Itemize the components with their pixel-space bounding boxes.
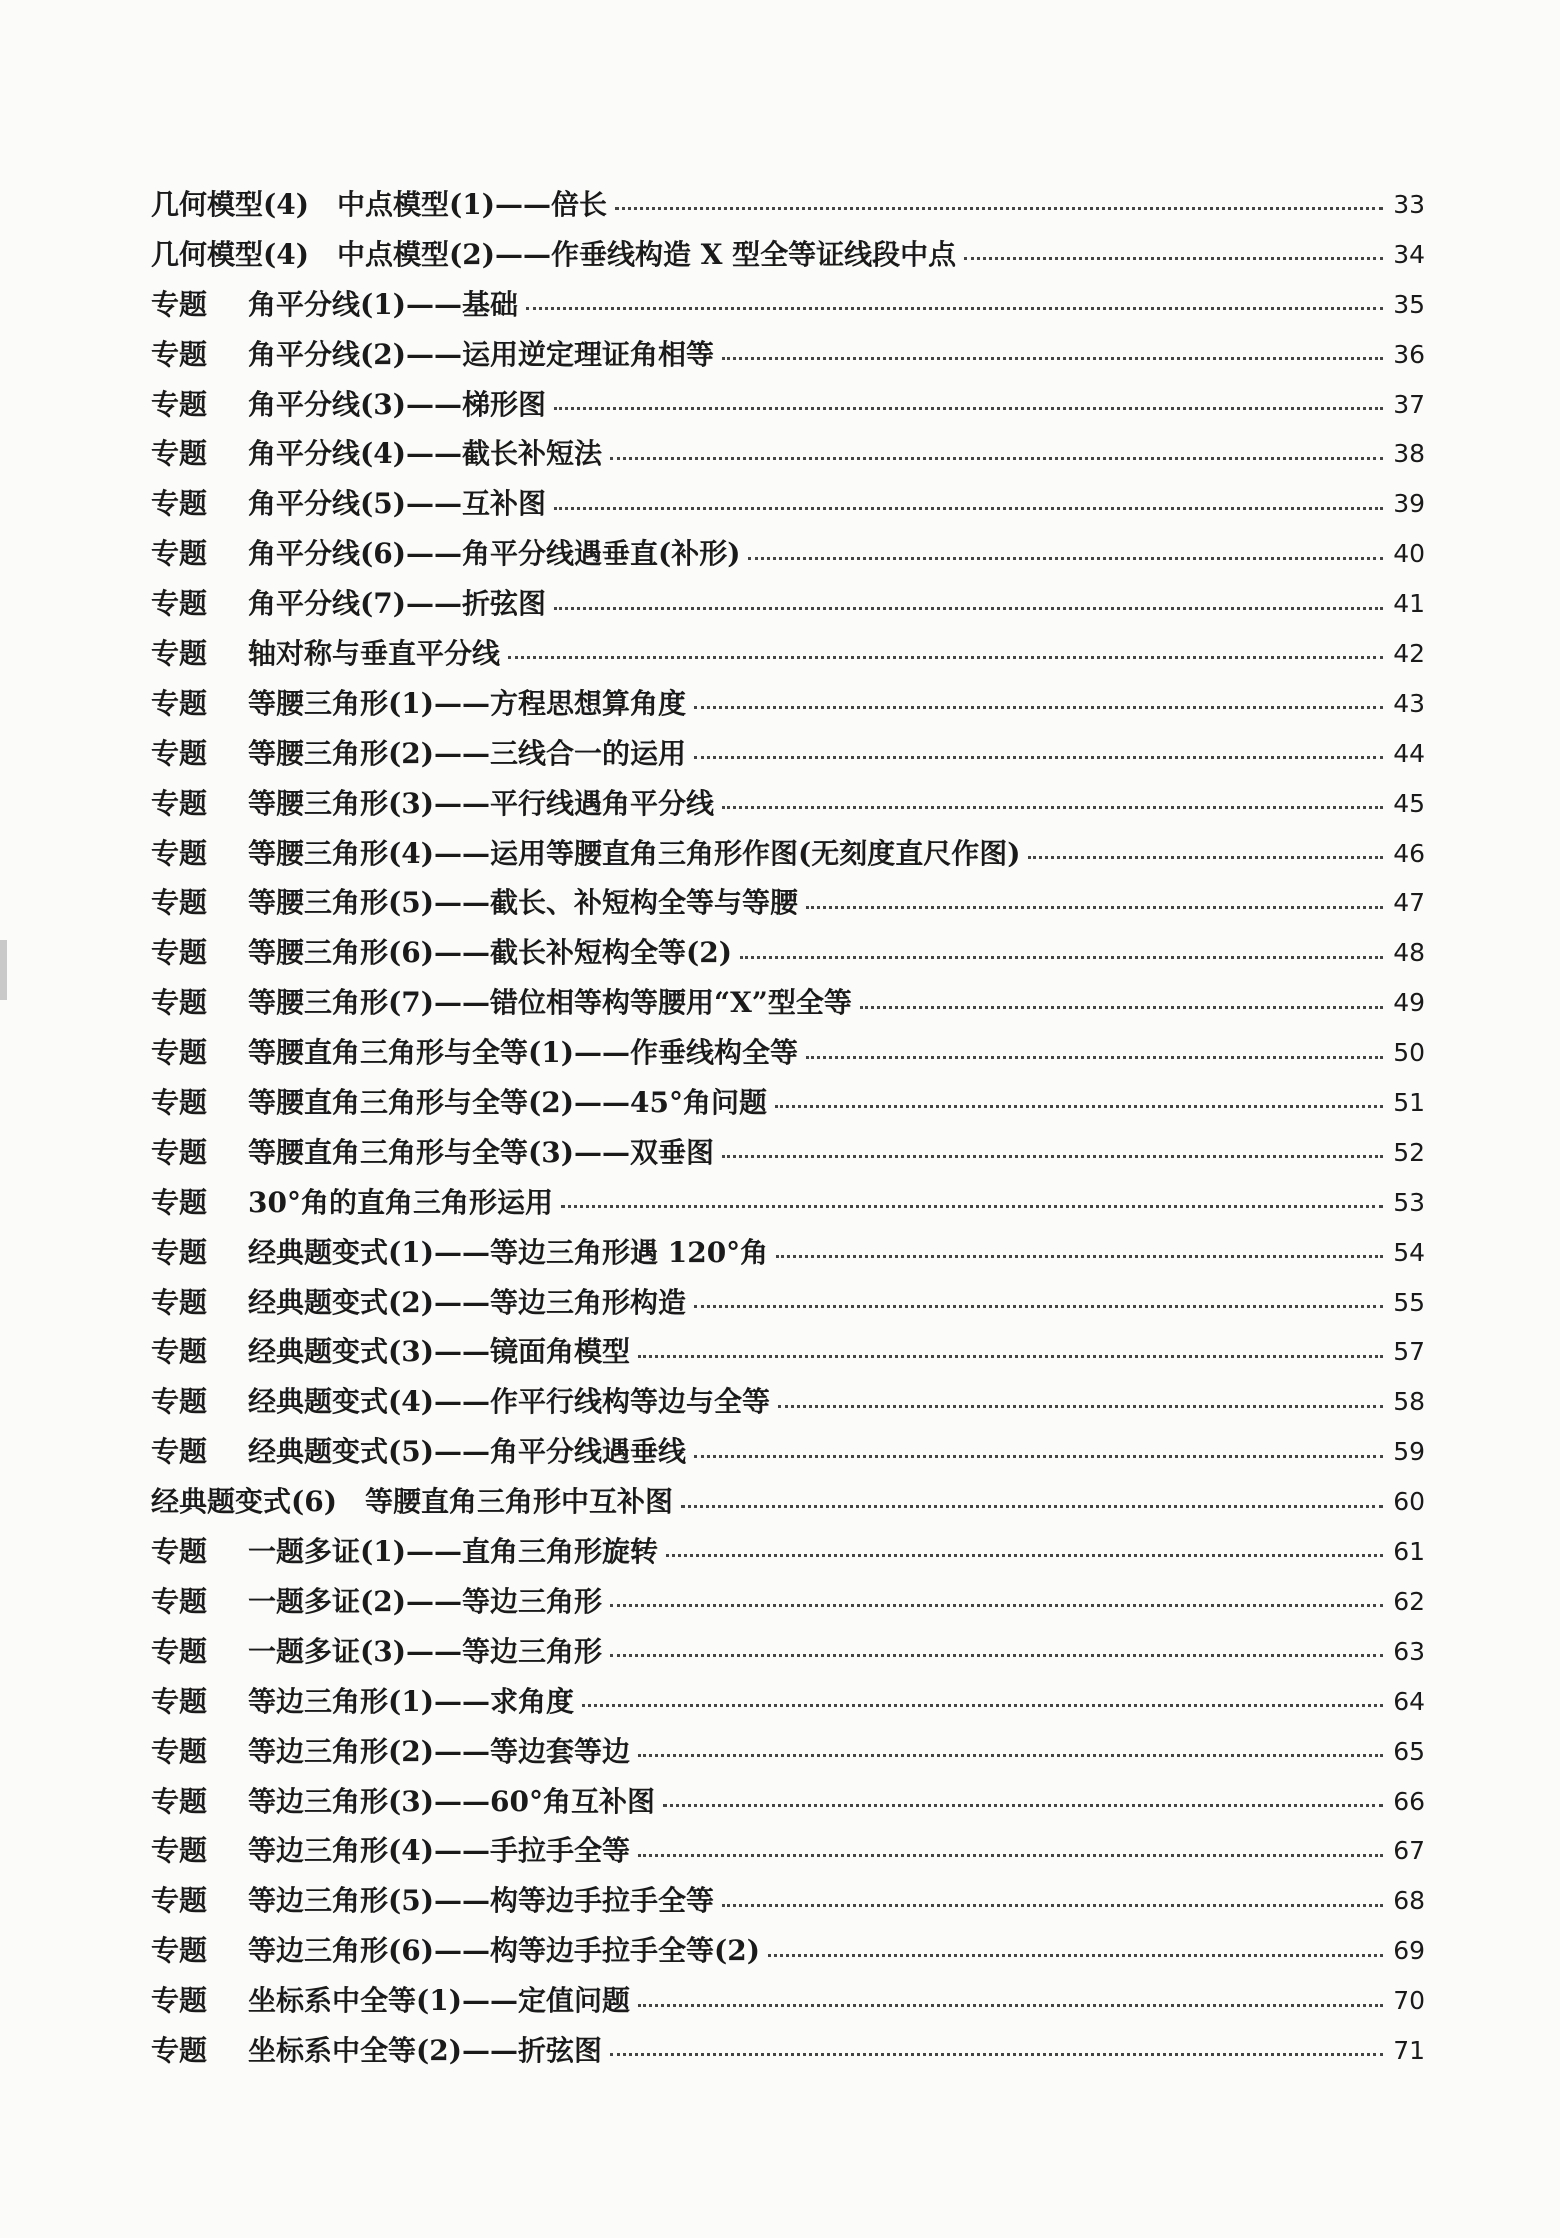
toc-entry-category: 专题 (151, 836, 208, 870)
toc-entry-leader (638, 1826, 1383, 1876)
toc-entry-title: 角平分线(3)——梯形图 (248, 387, 546, 421)
toc-entry (0, 1228, 1560, 1278)
toc-entry-title: 几何模型(4) 中点模型(2)——作垂线构造 X 型全等证线段中点 (151, 237, 957, 271)
toc-entry-page: 48 (1393, 938, 1425, 968)
table-of-contents (0, 180, 1560, 2076)
toc-entry-category: 专题 (151, 1834, 208, 1868)
toc-entry-page: 71 (1393, 2035, 1425, 2065)
toc-entry-category: 专题 (151, 1884, 208, 1918)
toc-entry-category: 专题 (151, 1036, 208, 1070)
toc-entry (0, 180, 1560, 230)
toc-entry-leader (582, 1677, 1383, 1727)
toc-entry-leader (526, 280, 1383, 330)
toc-entry-page: 57 (1393, 1337, 1425, 1367)
toc-entry-title: 轴对称与垂直平分线 (248, 637, 501, 671)
toc-entry-leader (615, 180, 1383, 230)
toc-entry-title: 几何模型(4) 中点模型(1)——倍长 (151, 188, 607, 221)
toc-entry-title: 坐标系中全等(1)——定值问题 (248, 1984, 630, 2018)
toc-entry-category: 专题 (151, 1535, 208, 1569)
toc-entry-leader (722, 330, 1383, 380)
toc-entry-title: 经典题变式(5)——角平分线遇垂线 (248, 1435, 686, 1469)
toc-entry-page: 70 (1393, 1986, 1425, 2016)
toc-entry-title: 等腰三角形(5)——截长、补短构全等与等腰 (248, 886, 798, 920)
toc-entry-leader (748, 529, 1383, 579)
toc-entry-title: 经典题变式(2)——等边三角形构造 (248, 1285, 686, 1319)
toc-entry-category: 专题 (151, 1135, 208, 1169)
toc-entry-category: 专题 (151, 936, 208, 970)
toc-entry-page: 38 (1393, 439, 1425, 469)
toc-entry (0, 1477, 1560, 1527)
toc-entry-page: 45 (1393, 788, 1425, 818)
toc-entry-page: 49 (1393, 988, 1425, 1018)
toc-entry-title: 等边三角形(3)——60°角互补图 (248, 1784, 655, 1818)
toc-entry-leader (778, 1377, 1383, 1427)
toc-entry-page: 41 (1393, 589, 1425, 619)
toc-entry-page: 47 (1393, 888, 1425, 918)
toc-entry-page: 54 (1393, 1237, 1425, 1267)
toc-entry-leader (860, 978, 1383, 1028)
toc-entry-page: 33 (1393, 190, 1425, 219)
toc-entry-title: 等腰直角三角形与全等(1)——作垂线构全等 (248, 1036, 798, 1070)
toc-entry-category: 专题 (151, 1335, 208, 1369)
toc-entry (0, 729, 1560, 779)
toc-entry (0, 479, 1560, 529)
toc-entry-title: 等腰直角三角形与全等(3)——双垂图 (248, 1135, 714, 1169)
toc-entry-category: 专题 (151, 487, 208, 521)
toc-entry-title: 等边三角形(1)——求角度 (248, 1684, 574, 1718)
toc-entry-title: 角平分线(2)——运用逆定理证角相等 (248, 337, 714, 371)
toc-entry-page: 55 (1393, 1287, 1425, 1317)
toc-entry-page: 64 (1393, 1686, 1425, 1716)
toc-entry-leader (681, 1477, 1383, 1527)
toc-entry (0, 1278, 1560, 1328)
toc-entry-page: 52 (1393, 1137, 1425, 1167)
toc-entry-category: 专题 (151, 1285, 208, 1319)
toc-entry-leader (554, 579, 1383, 629)
toc-entry-title: 等腰三角形(3)——平行线遇角平分线 (248, 786, 714, 820)
toc-entry-category: 专题 (151, 1984, 208, 2018)
toc-entry-leader (638, 1727, 1383, 1777)
toc-entry-title: 等边三角形(4)——手拉手全等 (248, 1834, 630, 1868)
toc-entry-page: 69 (1393, 1936, 1425, 1966)
toc-entry-title: 等腰三角形(4)——运用等腰直角三角形作图(无刻度直尺作图) (248, 836, 1021, 870)
toc-entry-page: 50 (1393, 1038, 1425, 1068)
toc-entry-leader (638, 1976, 1383, 2026)
toc-entry (0, 2026, 1560, 2076)
toc-entry-leader (610, 429, 1383, 479)
toc-entry-title: 角平分线(6)——角平分线遇垂直(补形) (248, 537, 741, 571)
toc-entry-category: 专题 (151, 387, 208, 421)
toc-entry-category: 专题 (151, 1185, 208, 1219)
toc-entry-page: 66 (1393, 1786, 1425, 1816)
toc-entry-title: 一题多证(3)——等边三角形 (248, 1634, 602, 1668)
toc-entry-leader (694, 729, 1383, 779)
toc-entry (0, 1826, 1560, 1876)
toc-entry (0, 1527, 1560, 1577)
toc-entry-page: 67 (1393, 1836, 1425, 1866)
toc-entry (0, 429, 1560, 479)
toc-entry-title: 30°角的直角三角形运用 (248, 1185, 553, 1219)
toc-entry (0, 629, 1560, 679)
toc-entry (0, 1677, 1560, 1727)
toc-entry-page: 61 (1393, 1537, 1425, 1567)
toc-entry-title: 等腰三角形(6)——截长补短构全等(2) (248, 936, 732, 970)
toc-entry-category: 专题 (151, 1784, 208, 1818)
toc-entry-leader (740, 928, 1383, 978)
toc-entry-category: 专题 (151, 1734, 208, 1768)
toc-entry-page: 68 (1393, 1886, 1425, 1916)
toc-entry-title: 角平分线(4)——截长补短法 (248, 437, 602, 471)
toc-entry-page: 39 (1393, 489, 1425, 519)
toc-entry-leader (610, 1577, 1383, 1627)
toc-entry (0, 878, 1560, 928)
toc-entry (0, 230, 1560, 280)
toc-entry (0, 1327, 1560, 1377)
toc-entry-leader (561, 1178, 1383, 1228)
toc-entry-page: 53 (1393, 1187, 1425, 1217)
toc-entry-category: 专题 (151, 1634, 208, 1668)
toc-entry-leader (554, 479, 1383, 529)
toc-entry (0, 1727, 1560, 1777)
toc-entry-category: 专题 (151, 437, 208, 471)
toc-entry (0, 1178, 1560, 1228)
toc-entry-title: 等边三角形(5)——构等边手拉手全等 (248, 1884, 714, 1918)
toc-entry (0, 1028, 1560, 1078)
toc-entry-category: 专题 (151, 986, 208, 1020)
toc-entry-page: 58 (1393, 1387, 1425, 1417)
toc-entry-page: 65 (1393, 1736, 1425, 1766)
toc-entry (0, 280, 1560, 330)
toc-entry (0, 330, 1560, 380)
toc-entry-category: 专题 (151, 1584, 208, 1618)
toc-entry-title: 经典题变式(4)——作平行线构等边与全等 (248, 1385, 770, 1419)
toc-entry (0, 1377, 1560, 1427)
toc-entry (0, 779, 1560, 829)
toc-entry-page: 34 (1393, 239, 1425, 269)
toc-entry (0, 829, 1560, 879)
toc-entry (0, 1876, 1560, 1926)
toc-entry-leader (806, 878, 1383, 928)
toc-entry-leader (694, 679, 1383, 729)
toc-entry (0, 529, 1560, 579)
toc-entry (0, 679, 1560, 729)
toc-entry-leader (694, 1427, 1383, 1477)
toc-entry-category: 专题 (151, 686, 208, 720)
toc-entry-title: 经典题变式(3)——镜面角模型 (248, 1335, 630, 1369)
toc-entry-leader (694, 1278, 1383, 1328)
toc-entry-page: 46 (1393, 838, 1425, 868)
toc-entry-category: 专题 (151, 287, 208, 321)
toc-entry-title: 等腰三角形(2)——三线合一的运用 (248, 736, 686, 770)
toc-entry-leader (768, 1926, 1383, 1976)
toc-entry-leader (663, 1777, 1383, 1827)
toc-entry-page: 43 (1393, 688, 1425, 718)
toc-entry-category: 专题 (151, 1086, 208, 1120)
toc-entry-title: 一题多证(2)——等边三角形 (248, 1584, 602, 1618)
toc-entry-category: 专题 (151, 736, 208, 770)
toc-entry (0, 380, 1560, 430)
toc-entry-page: 40 (1393, 539, 1425, 569)
toc-entry-leader (508, 629, 1383, 679)
toc-entry-title: 等边三角形(6)——构等边手拉手全等(2) (248, 1934, 760, 1968)
toc-entry-page: 44 (1393, 738, 1425, 768)
toc-entry-title: 等腰三角形(1)——方程思想算角度 (248, 686, 686, 720)
toc-entry-page: 63 (1393, 1636, 1425, 1666)
toc-entry-category: 专题 (151, 1385, 208, 1419)
toc-entry-title: 等边三角形(2)——等边套等边 (248, 1734, 630, 1768)
toc-entry-leader (722, 1128, 1383, 1178)
toc-entry-category: 专题 (151, 1435, 208, 1469)
toc-entry (0, 1627, 1560, 1677)
toc-entry-page: 60 (1393, 1487, 1425, 1517)
toc-entry (0, 978, 1560, 1028)
toc-entry-category: 专题 (151, 587, 208, 621)
toc-entry-leader (666, 1527, 1383, 1577)
toc-entry-page: 51 (1393, 1088, 1425, 1118)
toc-entry-category: 专题 (151, 1684, 208, 1718)
toc-entry-page: 36 (1393, 339, 1425, 369)
toc-entry-leader (610, 1627, 1383, 1677)
toc-entry-page: 59 (1393, 1437, 1425, 1467)
toc-entry (0, 1777, 1560, 1827)
toc-entry-leader (964, 230, 1383, 280)
toc-entry-leader (806, 1028, 1383, 1078)
toc-entry-leader (722, 779, 1383, 829)
toc-entry-title: 经典题变式(6) 等腰直角三角形中互补图 (151, 1485, 673, 1519)
toc-entry-title: 一题多证(1)——直角三角形旋转 (248, 1535, 658, 1569)
toc-entry-title: 经典题变式(1)——等边三角形遇 120°角 (248, 1235, 769, 1269)
toc-entry (0, 1926, 1560, 1976)
toc-entry-category: 专题 (151, 337, 208, 371)
toc-entry-leader (554, 380, 1383, 430)
toc-entry (0, 1427, 1560, 1477)
toc-entry-title: 坐标系中全等(2)——折弦图 (248, 2033, 602, 2067)
toc-entry-leader (610, 2026, 1383, 2076)
toc-entry (0, 1078, 1560, 1128)
toc-entry-leader (638, 1327, 1383, 1377)
toc-entry-page: 37 (1393, 389, 1425, 419)
toc-entry-title: 等腰三角形(7)——错位相等构等腰用“X”型全等 (248, 986, 852, 1020)
toc-entry-page: 62 (1393, 1586, 1425, 1616)
toc-entry-title: 角平分线(7)——折弦图 (248, 587, 546, 621)
toc-entry-category: 专题 (151, 637, 208, 671)
toc-entry-title: 角平分线(1)——基础 (248, 287, 518, 321)
toc-entry-title: 角平分线(5)——互补图 (248, 487, 546, 521)
toc-entry-page: 42 (1393, 639, 1425, 669)
toc-entry-category: 专题 (151, 537, 208, 571)
toc-entry-leader (1028, 829, 1383, 879)
toc-entry-leader (776, 1228, 1383, 1278)
toc-entry (0, 1128, 1560, 1178)
toc-entry-category: 专题 (151, 1235, 208, 1269)
toc-entry (0, 1976, 1560, 2026)
toc-entry-category: 专题 (151, 2033, 208, 2067)
toc-entry-leader (722, 1876, 1383, 1926)
toc-entry-category: 专题 (151, 886, 208, 920)
toc-entry-category: 专题 (151, 786, 208, 820)
toc-entry-category: 专题 (151, 1934, 208, 1968)
toc-entry (0, 928, 1560, 978)
toc-entry (0, 579, 1560, 629)
toc-entry-leader (775, 1078, 1383, 1128)
toc-entry (0, 1577, 1560, 1627)
toc-entry-page: 35 (1393, 289, 1425, 319)
toc-entry-title: 等腰直角三角形与全等(2)——45°角问题 (248, 1086, 767, 1120)
